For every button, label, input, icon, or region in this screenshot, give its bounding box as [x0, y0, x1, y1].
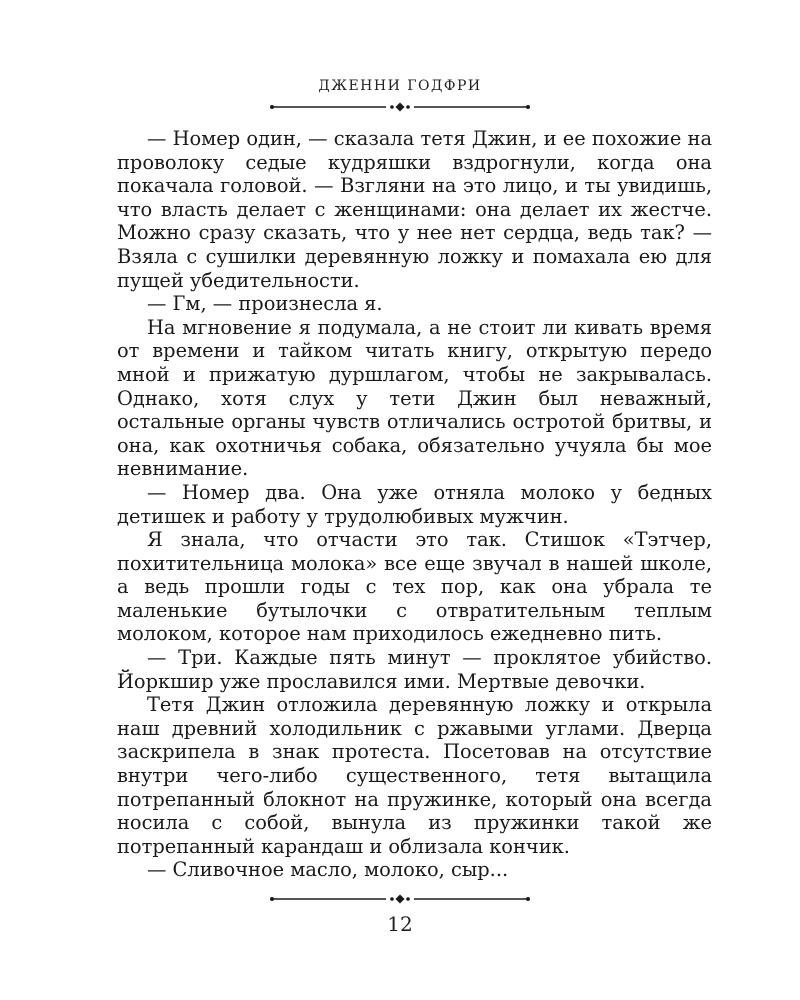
paragraph: Я знала, что отчасти это так. Стишок «Тэтчер, похитительница молока» все еще звучал в нашей школе, а ведь прошли годы с тех пор, как она убрала те маленькие бутылочки с отвратительным теплым молоком, которое нам приходилось ежедневно пить.	[117, 528, 712, 646]
paragraph: — Три. Каждые пять минут — проклятое убийство. Йоркшир уже прославился ими. Мертвые девочки.	[117, 646, 712, 693]
paragraph: — Номер два. Она уже отняла молоко у бедных детишек и работу у трудолюбивых мужчин.	[117, 480, 712, 528]
paragraph: — Номер один, — сказала тетя Джин, и ее похожие на проволоку седые кудряшки вздрогнули, когда она покачала головой. — Взгляни на это лицо, и ты увидишь, что власть делает с женщинами: она делает их жестче. Можно сразу сказать, что у нее нет сердца, ведь так? — Взяла с сушилки деревянную ложку и помахала ею для пущей убедительности.	[117, 127, 712, 292]
running-header: ДЖЕННИ ГОДФРИ	[318, 78, 482, 94]
footer-ornament-divider	[268, 893, 532, 905]
paragraph: — Сливочное масло, молоко, сыр...	[147, 858, 509, 882]
header-ornament-divider	[268, 101, 532, 113]
paragraph: Тетя Джин отложила деревянную ложку и открыла наш древний холодильник с ржавыми углами. Дверца заскрипела в знак протеста. Посетовав на отсутствие внутри чего-либо существенного, тетя вытащила потрепанный блокнот на пружинке, который она всегда носила с собой, вынула из пружинки такой же потрепанный карандаш и облизала кончик.	[117, 693, 712, 858]
body-text	[117, 127, 712, 882]
paragraph: — Гм, — произнесла я.	[147, 292, 383, 316]
page-number: 12	[387, 912, 413, 936]
paragraph: На мгновение я подумала, а не стоит ли кивать время от времени и тайком читать книгу, открытую передо мной и прижатую дуршлагом, чтобы не закрывалась. Однако, хотя слух у тети Джин был неважный, остальные органы чувств отличались остротой бритвы, и она, как охотничья собака, обязательно учуяла бы мое невнимание.	[117, 315, 712, 481]
